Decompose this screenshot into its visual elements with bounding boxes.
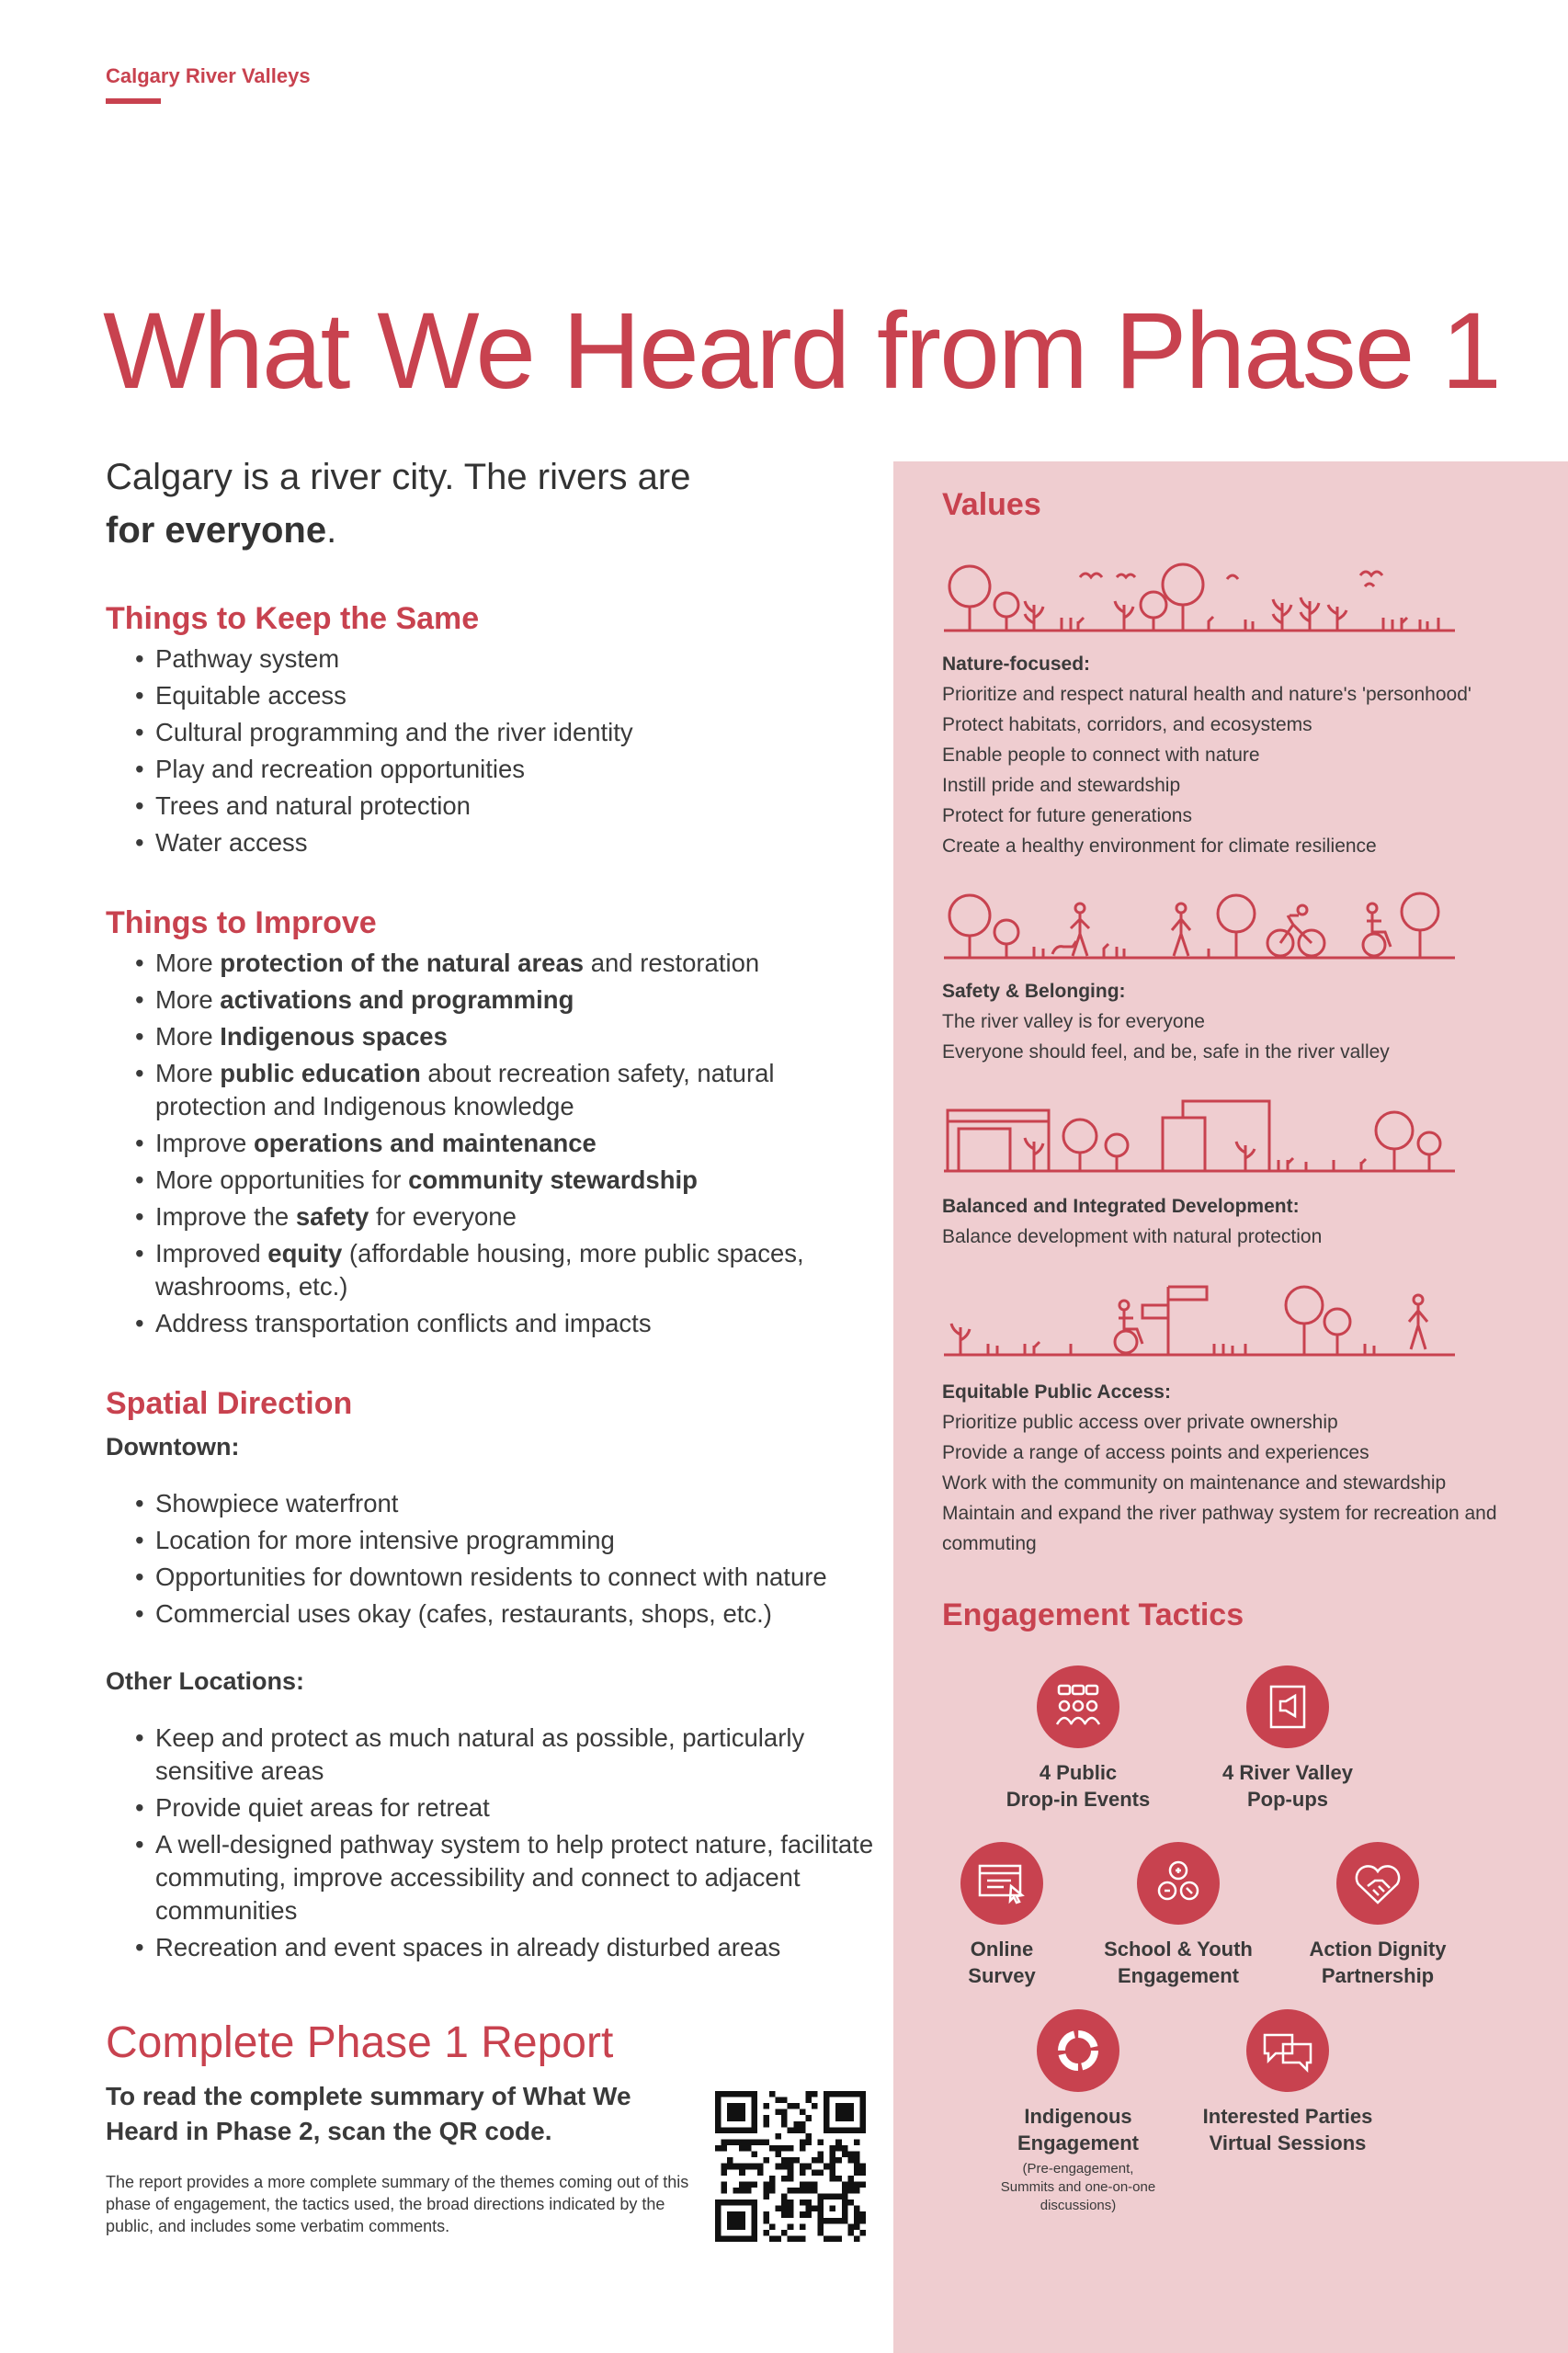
keep-heading: Things to Keep the Same bbox=[106, 601, 480, 636]
value-line: Create a healthy environment for climate resilience bbox=[942, 835, 1377, 857]
values-heading: Values bbox=[942, 487, 1041, 522]
value-group-safety bbox=[942, 976, 1549, 1067]
list-item: • Play and recreation opportunities bbox=[135, 753, 878, 786]
tactic-label-line1: Interested Parties bbox=[1202, 2105, 1373, 2128]
item-text: Improve bbox=[155, 1129, 254, 1157]
value-line: Work with the community on maintenance and stewardship bbox=[942, 1472, 1447, 1494]
value-line: Balance development with natural protection bbox=[942, 1226, 1323, 1247]
list-item: • Provide quiet areas for retreat bbox=[135, 1791, 878, 1824]
page-title: What We Heard from Phase 1 bbox=[103, 290, 1500, 412]
tactic-interested-parties bbox=[1177, 2009, 1398, 2156]
item-text: Address transportation conflicts and impacts bbox=[155, 1309, 652, 1337]
intro-text bbox=[106, 450, 878, 557]
value-title: Nature-focused: bbox=[942, 654, 1091, 675]
list-item bbox=[135, 1127, 878, 1160]
item-text: Improved bbox=[155, 1239, 268, 1267]
chat-bubbles-icon bbox=[1246, 2009, 1329, 2092]
brand-rule bbox=[106, 98, 161, 104]
list-item: • Keep and protect as much natural as possible, particularly sensitive areas bbox=[135, 1722, 878, 1788]
item-text: More bbox=[155, 949, 221, 977]
tactic-indigenous bbox=[968, 2009, 1188, 2215]
item-text: (affordable housing, more public spaces, washrooms, etc.) bbox=[155, 1239, 804, 1301]
list-item bbox=[135, 983, 878, 1017]
tactic-action-dignity bbox=[1267, 1842, 1488, 1989]
item-emphasis: community stewardship bbox=[408, 1165, 698, 1194]
tactic-label-line2: Drop-in Events bbox=[1006, 1788, 1151, 1811]
list-item bbox=[135, 947, 878, 980]
item-text: Improve the bbox=[155, 1202, 296, 1231]
value-line: The river valley is for everyone bbox=[942, 1011, 1205, 1032]
item-emphasis: operations and maintenance bbox=[253, 1129, 597, 1157]
downtown-label: Downtown: bbox=[106, 1433, 240, 1461]
report-heading: Complete Phase 1 Report bbox=[106, 2018, 614, 2067]
qr-code[interactable] bbox=[715, 2091, 866, 2242]
value-group-nature bbox=[942, 649, 1549, 861]
item-emphasis: activations and programming bbox=[220, 985, 574, 1014]
tactic-label-line1: 4 River Valley bbox=[1222, 1761, 1353, 1784]
list-item: • Location for more intensive programming bbox=[135, 1524, 878, 1557]
tactic-label-line1: Online bbox=[970, 1938, 1034, 1961]
item-text: for everyone bbox=[369, 1202, 517, 1231]
tactic-label-line1: School & Youth bbox=[1104, 1938, 1253, 1961]
left-column bbox=[106, 450, 878, 2010]
value-line: Protect for future generations bbox=[942, 805, 1192, 826]
value-line: Maintain and expand the river pathway system for recreation and commuting bbox=[942, 1503, 1497, 1554]
item-emphasis: safety bbox=[295, 1202, 369, 1231]
list-item: • Recreation and event spaces in already disturbed areas bbox=[135, 1931, 878, 1964]
online-survey-icon bbox=[960, 1842, 1043, 1925]
list-item: • Showpiece waterfront bbox=[135, 1487, 878, 1520]
tactic-label-line2: Virtual Sessions bbox=[1209, 2131, 1367, 2154]
development-illustration bbox=[942, 1096, 1457, 1175]
value-title: Safety & Belonging: bbox=[942, 981, 1126, 1002]
value-title: Balanced and Integrated Development: bbox=[942, 1196, 1300, 1217]
value-line: Provide a range of access points and experiences bbox=[942, 1442, 1369, 1463]
item-emphasis: protection of the natural areas bbox=[220, 949, 585, 977]
tactic-label-line2: Engagement bbox=[1017, 2131, 1140, 2154]
tactic-school-youth bbox=[1068, 1842, 1289, 1989]
item-text: about recreation safety, natural protection and Indigenous knowledge bbox=[155, 1059, 775, 1120]
other-list bbox=[106, 1722, 878, 1964]
value-line: Everyone should feel, and be, safe in the river valley bbox=[942, 1041, 1390, 1063]
item-emphasis: Indigenous spaces bbox=[220, 1022, 448, 1051]
tactic-river-popups bbox=[1177, 1665, 1398, 1813]
tactic-label-line1: Action Dignity bbox=[1309, 1938, 1447, 1961]
handshake-icon bbox=[1336, 1842, 1419, 1925]
access-illustration bbox=[942, 1283, 1457, 1358]
keep-list bbox=[106, 642, 878, 859]
indigenous-circle-icon bbox=[1037, 2009, 1119, 2092]
tactic-label-line2: Partnership bbox=[1321, 1964, 1435, 1987]
item-emphasis: public education bbox=[220, 1059, 421, 1087]
list-item: • Equitable access bbox=[135, 679, 878, 712]
item-text: More bbox=[155, 1059, 221, 1087]
list-item bbox=[135, 1057, 878, 1123]
list-item: • Trees and natural protection bbox=[135, 790, 878, 823]
list-item: • Commercial uses okay (cafes, restaurants, shops, etc.) bbox=[135, 1597, 878, 1631]
spatial-heading: Spatial Direction bbox=[106, 1386, 353, 1421]
intro-end: . bbox=[326, 510, 337, 551]
item-text: More bbox=[155, 985, 221, 1014]
list-item bbox=[135, 1307, 878, 1340]
list-item bbox=[135, 1164, 878, 1197]
tactic-label-line1: 4 Public bbox=[1039, 1761, 1118, 1784]
list-item: • A well-designed pathway system to help protect nature, facilitate commuting, improve accessibility and connect to adjacent communities bbox=[135, 1828, 878, 1927]
value-line: Prioritize and respect natural health and nature's 'personhood' bbox=[942, 684, 1471, 705]
list-item bbox=[135, 1020, 878, 1053]
school-youth-icon bbox=[1137, 1842, 1220, 1925]
list-item: • Water access bbox=[135, 826, 878, 859]
report-description: The report provides a more complete summary of the themes coming out of this phase of engagement, the tactics used, the broad directions indicated by the public, and includes some verbatim comments. bbox=[106, 2173, 689, 2235]
item-emphasis: equity bbox=[267, 1239, 343, 1267]
value-group-access bbox=[942, 1377, 1549, 1559]
list-item: • Opportunities for downtown residents to connect with nature bbox=[135, 1561, 878, 1594]
value-line: Prioritize public access over private ownership bbox=[942, 1412, 1338, 1433]
value-title: Equitable Public Access: bbox=[942, 1381, 1171, 1403]
tactic-public-dropin bbox=[968, 1665, 1188, 1813]
tactic-label-line2: Pop-ups bbox=[1247, 1788, 1328, 1811]
downtown-list bbox=[106, 1487, 878, 1631]
item-text: More bbox=[155, 1022, 221, 1051]
improve-list bbox=[106, 947, 878, 1340]
value-line: Protect habitats, corridors, and ecosystems bbox=[942, 714, 1312, 735]
list-item bbox=[135, 1200, 878, 1233]
tactic-note: (Pre-engagement, Summits and one-on-one discussions) bbox=[1000, 2161, 1156, 2213]
value-group-development bbox=[942, 1191, 1549, 1252]
brand-label: Calgary River Valleys bbox=[106, 64, 311, 87]
tactic-label-line2: Engagement bbox=[1117, 1964, 1240, 1987]
people-group-icon bbox=[1037, 1665, 1119, 1748]
report-lead: To read the complete summary of What We Heard in Phase 2, scan the QR code. bbox=[106, 2082, 631, 2145]
value-line: Enable people to connect with nature bbox=[942, 745, 1260, 766]
item-text: and restoration bbox=[584, 949, 760, 977]
popup-sign-icon bbox=[1246, 1665, 1329, 1748]
list-item: • Pathway system bbox=[135, 642, 878, 676]
other-locations-label: Other Locations: bbox=[106, 1667, 305, 1695]
tactic-label-line2: Survey bbox=[968, 1964, 1036, 1987]
list-item: • Cultural programming and the river identity bbox=[135, 716, 878, 749]
safety-illustration bbox=[942, 888, 1457, 961]
tactic-label-line1: Indigenous bbox=[1024, 2105, 1132, 2128]
nature-illustration bbox=[942, 557, 1457, 634]
value-line: Instill pride and stewardship bbox=[942, 775, 1181, 796]
improve-heading: Things to Improve bbox=[106, 905, 377, 940]
tactics-heading: Engagement Tactics bbox=[942, 1597, 1244, 1632]
item-text: More opportunities for bbox=[155, 1165, 409, 1194]
intro-bold: for everyone bbox=[106, 510, 327, 551]
list-item bbox=[135, 1237, 878, 1303]
intro-part1: Calgary is a river city. The rivers are bbox=[106, 457, 691, 497]
